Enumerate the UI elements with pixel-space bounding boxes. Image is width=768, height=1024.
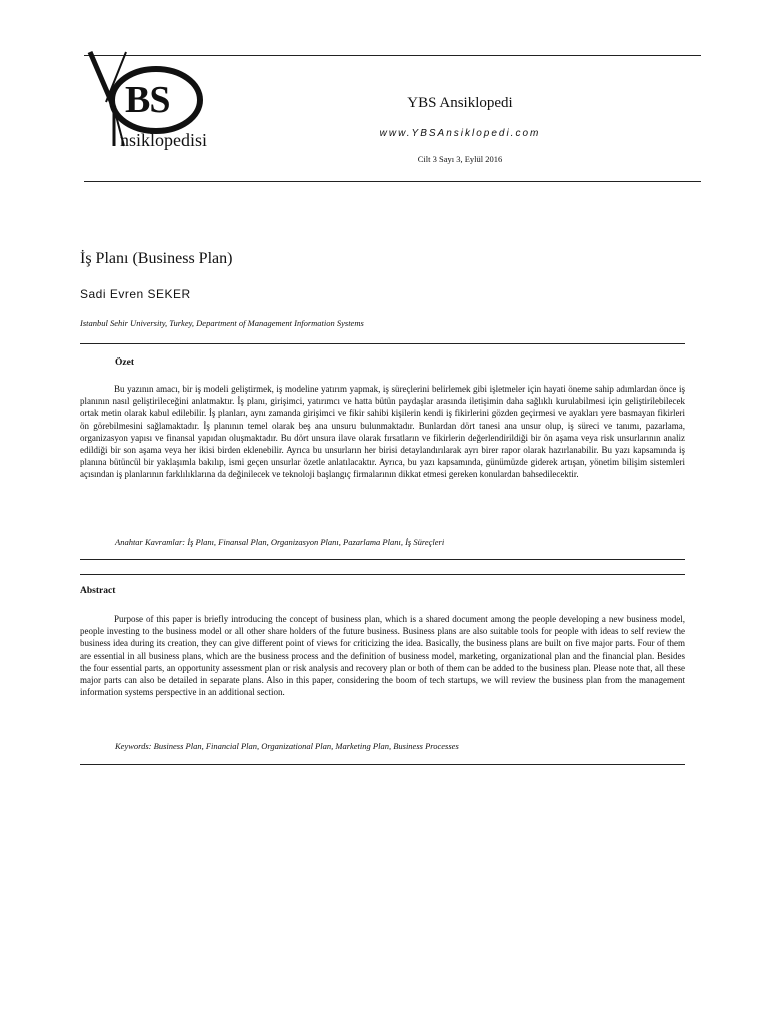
author-affiliation: Istanbul Sehir University, Turkey, Department of Management Information Systems	[80, 318, 364, 328]
ozet-heading: Özet	[115, 358, 134, 368]
abstract-keywords: Keywords: Business Plan, Financial Plan, Organizational Plan, Marketing Plan, Business Processes	[115, 741, 459, 751]
section-divider	[80, 343, 685, 344]
ozet-body	[80, 383, 685, 481]
abstract-heading: Abstract	[80, 586, 116, 596]
journal-url[interactable]: www.YBSAnsiklopedi.com	[379, 128, 541, 139]
journal-title: YBS Ansiklopedi	[407, 95, 513, 111]
section-divider	[80, 574, 685, 575]
section-divider	[80, 559, 685, 560]
journal-issue: Cilt 3 Sayı 3, Eylül 2016	[417, 154, 503, 164]
ozet-keywords: Anahtar Kavramlar: İş Planı, Finansal Plan, Organizasyon Planı, Pazarlama Planı, İş Süreçleri	[115, 537, 445, 547]
ybs-logo	[84, 50, 224, 160]
ozet-text: Bu yazının amacı, bir iş modeli geliştirmek, iş modeline yatırım yapmak, iş süreçlerini belirlemek gibi işletmeler için hayati öneme sahip adımlardan önce iş planının nasıl geliştirileceğini anlatmaktır. İş planı, girişimci, yatırımcı ve hatta bütün paydaşlar arasında iletişimin daha sağlıklı kurulabilmesi için geliştirilebilecek ortak metin olarak kabul edilebilir. İş planları, aynı zamanda girişimci ve fikir sahibi kişilerin kendi iş fikirlerini gözden geçirmesi ve ayakları yere basmayan fikirleri ön görebilmesini sağlamaktadır. İş planının temel olarak beş ana unsuru bulunmaktadır. Bunlardan dört tanesi ana unsur olup, iş süreci ve tanımı, pazarlama, organizasyon yapısı ve finansal yapıdan oluşmaktadır. Bu dört unsura ilave olarak fırsatların ve fikirlerin değerlendirildiği bir ön aşama veya risk unsurlarının analiz edildiği bir son aşama veya her ikisi birden eklenebilir. Ayrıca bu unsurların her birisi detaylandırılarak ayrı birer rapor olarak hazırlanabilir. Bu yazı kapsamında iş planına bütüncül bir yaklaşımla bakılıp, ismi geçen unsurlar özetle anlatılacaktır. Ayrıca, bu yazı kapsamında, günümüzde giderek artışan, yönetim bilişim sistemleri açısından iş planlarının farklılıklarına da değinilecek ve teknoloji başlangıç firmalarının dikkat etmesi gereken konulardan bahsedilecektir.	[80, 384, 685, 480]
author-name: Sadi Evren SEKER	[80, 287, 191, 301]
logo-bs-letters: BS	[125, 79, 170, 121]
abstract-text: Purpose of this paper is briefly introducing the concept of business plan, which is a shared document among the people developing a new business model, people investing to the business model or all other share holders of the future business. Business plans are also suitable tools for people with ideas to self review the business idea during its creation, they can give different point of views for criticizing the idea. Basically, the business plans are built on five major parts. Four of them are essential in all business plans, which are the business process and the definition of business model, marketing, organizational plan and the financial plan. Besides the four essential parts, an opportunity assessment plan or risk analysis and recovery plan or both of them can be added to the business plan. Please note that, all these major parts can also be detailed in separate plans. Also in this paper, considering the boom of tech startups, we will review the business plan from the management information systems perspective in an additional section.	[80, 614, 685, 698]
logo-text: nsiklopedisi	[120, 130, 208, 150]
paper-title: İş Planı (Business Plan)	[80, 250, 233, 267]
header-bottom-rule	[84, 181, 701, 182]
abstract-body	[80, 613, 685, 698]
section-divider	[80, 764, 685, 765]
